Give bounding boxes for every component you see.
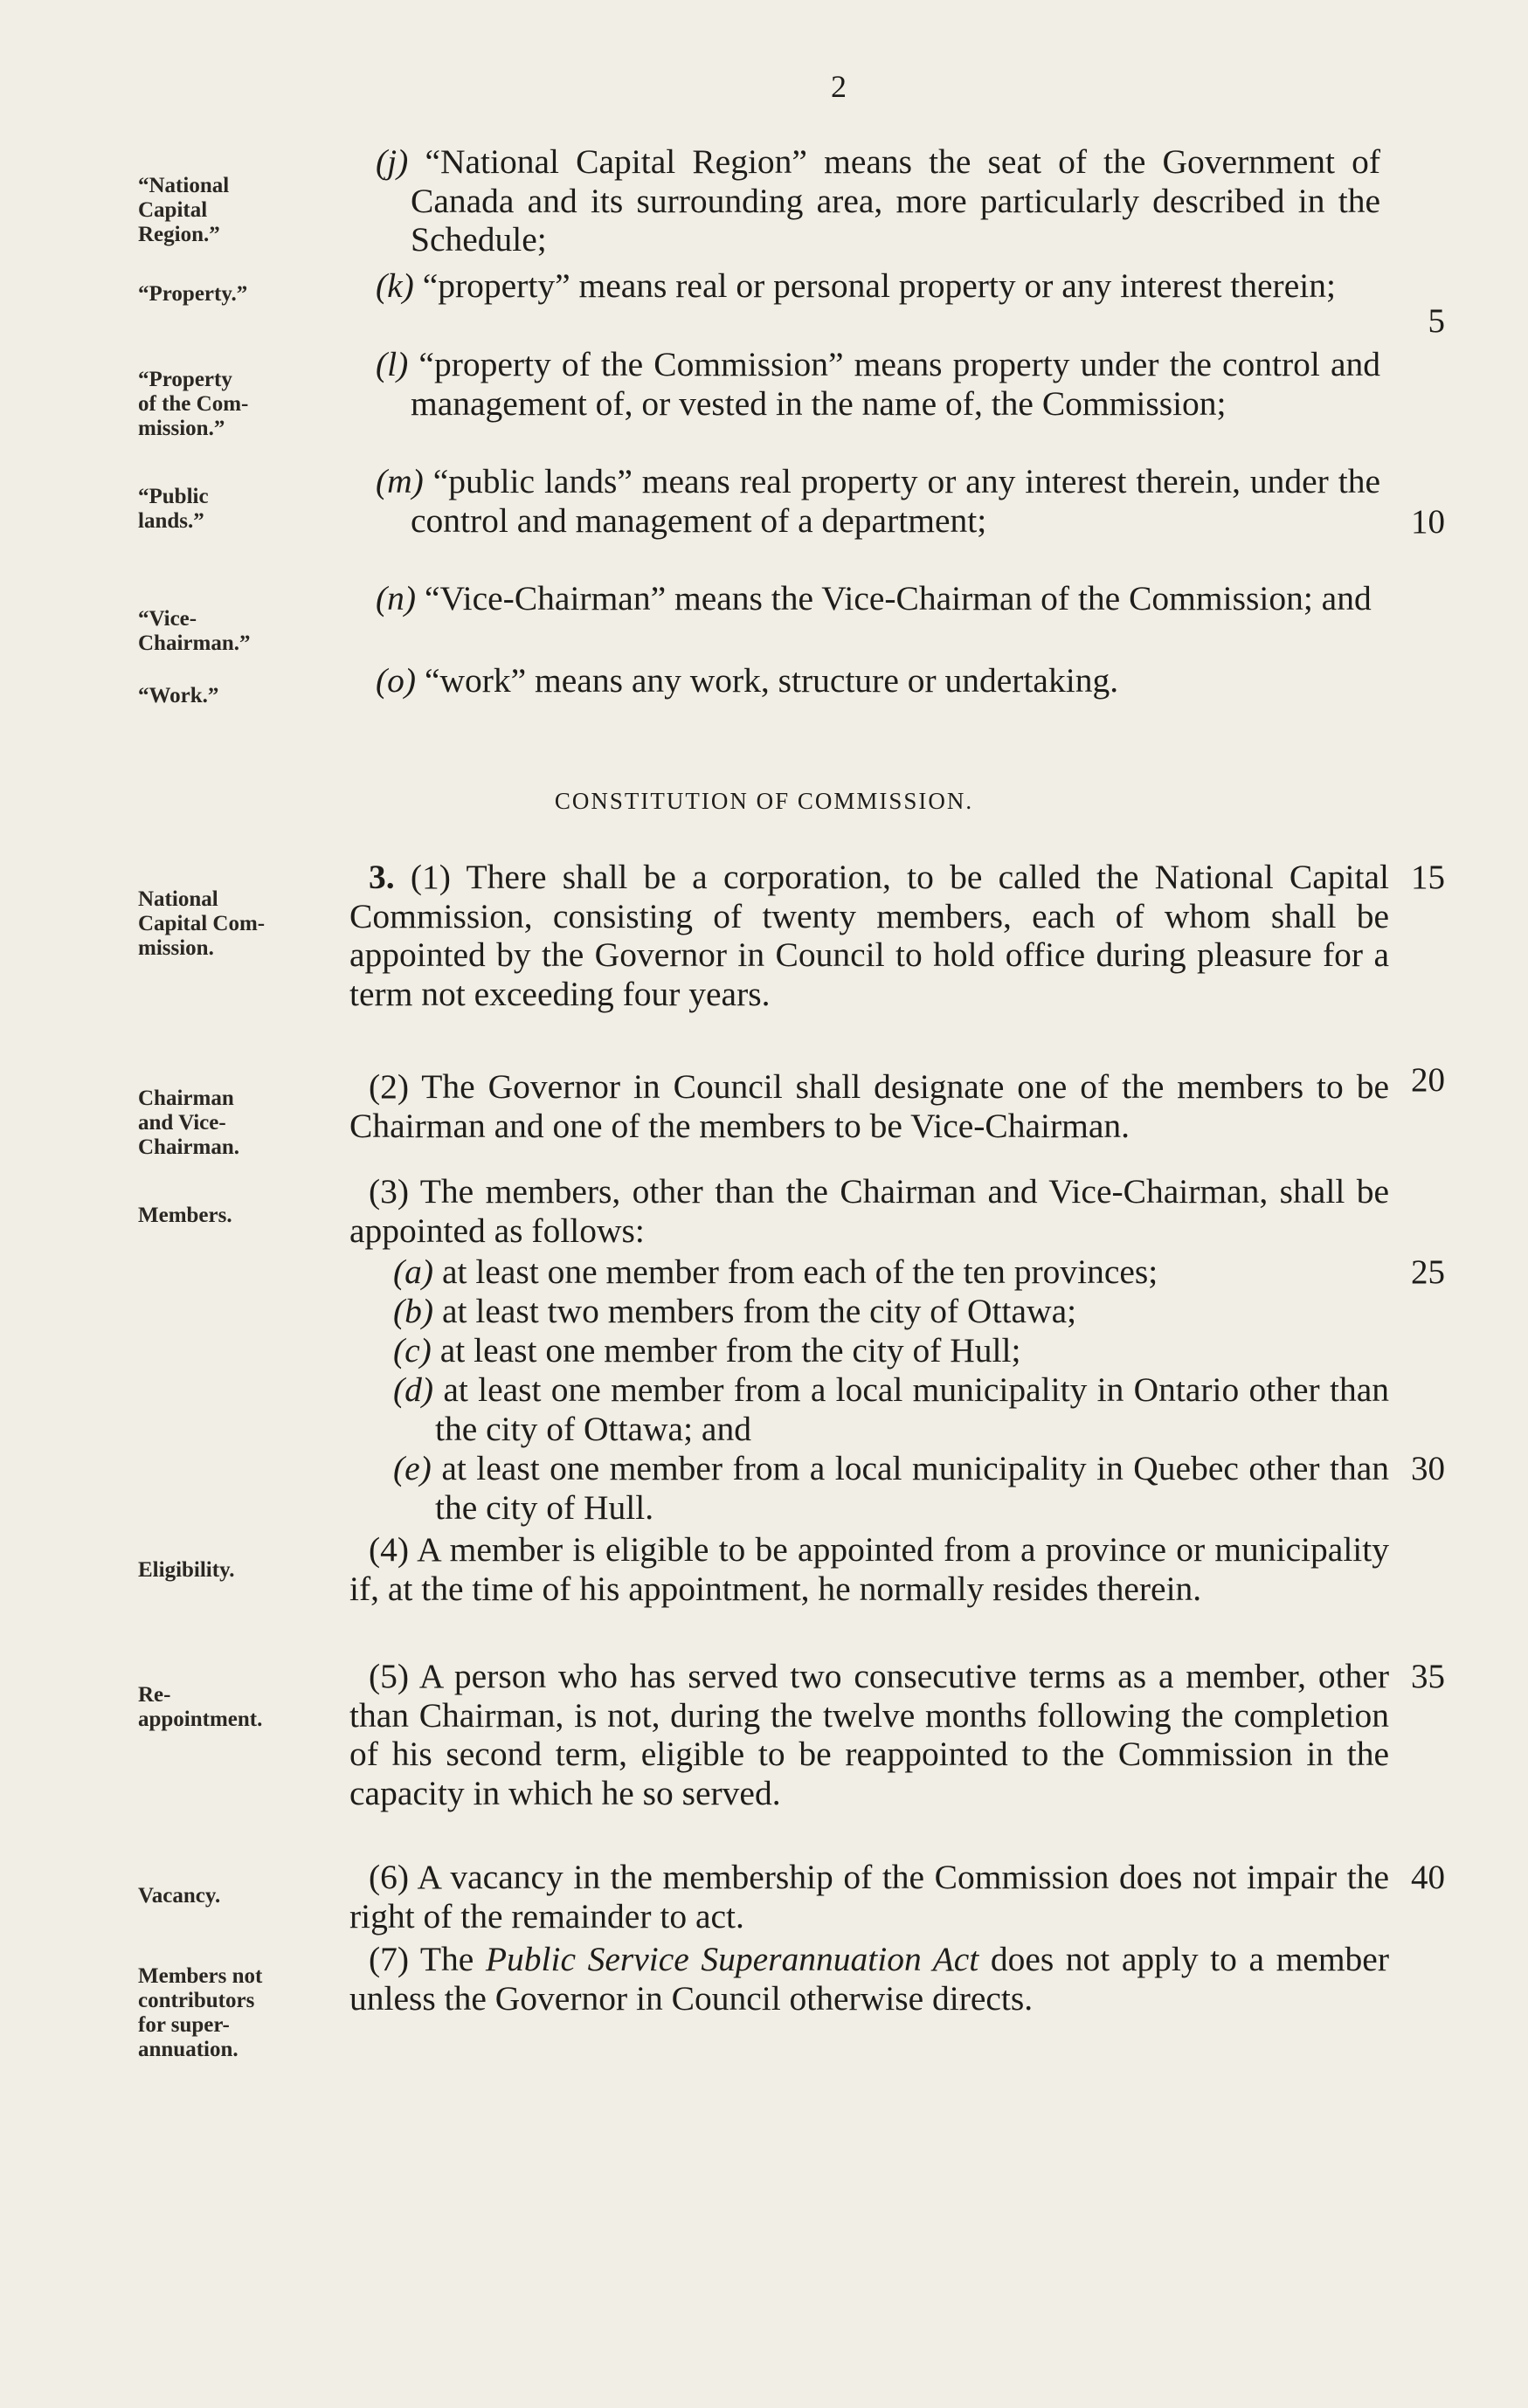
subsection-text: (2) The Governor in Council shall designate one of the members to be Chairman and one of the members to be Vice-Chairman. — [349, 1067, 1389, 1145]
subsection-text: (5) A person who has served two consecutive terms as a member, other than Chairman, is not, during the twelve months following the completion of his second term, eligible to be reappointed to the Commission in the capacity in which he so served. — [349, 1657, 1389, 1812]
clause-mark: (m) — [376, 462, 424, 500]
paragraph-text: at least two members from the city of Ottawa; — [441, 1292, 1077, 1330]
line-number: 5 — [1428, 302, 1445, 340]
line-number: 35 — [1411, 1658, 1445, 1695]
paragraph-mark: (a) — [393, 1252, 434, 1291]
line-number: 30 — [1411, 1450, 1445, 1487]
marginal-note: “Public lands.” — [138, 485, 209, 533]
line-number: 20 — [1411, 1061, 1445, 1099]
marginal-note: “Property.” — [138, 282, 248, 306]
paragraph-text: at least one member from each of the ten provinces; — [441, 1252, 1158, 1291]
clause-mark: (k) — [376, 266, 414, 305]
line-number: 40 — [1411, 1859, 1445, 1896]
clause-mark: (j) — [376, 142, 409, 181]
line-number: 15 — [1411, 859, 1445, 896]
definition-text: “property” means real or personal property or any interest therein; — [422, 266, 1336, 305]
definition-text: “National Capital Region” means the seat of the Government of Canada and its surrounding area, more particularly described in the Schedule; — [411, 142, 1380, 259]
subsection-text: (3) The members, other than the Chairman and Vice-Chairman, shall be appointed as follows: — [349, 1172, 1389, 1250]
page-number: 2 — [831, 69, 847, 104]
act-title: Public Service Superannuation Act — [485, 1940, 979, 1978]
section-number: 3. — [369, 858, 395, 896]
line-number: 10 — [1411, 503, 1445, 541]
paragraph-mark: (c) — [393, 1331, 432, 1370]
marginal-note: Members. — [138, 1204, 232, 1227]
marginal-note: “Property of the Com- mission.” — [138, 368, 249, 440]
marginal-note: Chairman and Vice- Chairman. — [138, 1087, 239, 1159]
paragraph-mark: (e) — [393, 1449, 432, 1487]
section-heading: CONSTITUTION OF COMMISSION. — [554, 788, 974, 814]
definition-text: “property of the Commission” means property under the control and management of, or vested in the name of, the Commission; — [411, 345, 1380, 423]
marginal-note: “Work.” — [138, 684, 219, 707]
clause-mark: (l) — [376, 345, 409, 383]
subsection-text-continued: does not apply to a member unless the Governor in Council otherwise directs. — [349, 1940, 1389, 2018]
paragraph-mark: (b) — [393, 1292, 434, 1330]
definition-text: “Vice-Chairman” means the Vice-Chairman of the Commission; and — [424, 579, 1372, 618]
paragraph-text: at least one member from a local municipality in Ontario other than the city of Ottawa; and — [435, 1370, 1389, 1448]
subsection-text: (1) There shall be a corporation, to be called the National Capital Commission, consisting of twenty members, each of whom shall be appointed by the Governor in Council to hold office during pleasure for a term not exceeding four years. — [349, 858, 1389, 1013]
paragraph-text: at least one member from a local municipality in Quebec other than the city of Hull. — [435, 1449, 1390, 1527]
subsection-text: (7) The — [369, 1940, 474, 1978]
paragraph-text: at least one member from the city of Hull; — [439, 1331, 1021, 1370]
marginal-note: Eligibility. — [138, 1558, 235, 1582]
definition-text: “work” means any work, structure or undertaking. — [424, 661, 1119, 700]
marginal-note: “Vice- Chairman.” — [138, 607, 251, 655]
clause-mark: (o) — [376, 661, 417, 700]
marginal-note: “National Capital Region.” — [138, 174, 230, 246]
definition-text: “public lands” means real property or any interest therein, under the control and management of a department; — [411, 462, 1380, 540]
subsection-text: (6) A vacancy in the membership of the Commission does not impair the right of the remainder to act. — [349, 1858, 1389, 1935]
marginal-note: National Capital Com- mission. — [138, 887, 266, 960]
marginal-note: Re- appointment. — [138, 1683, 263, 1731]
subsection-text: (4) A member is eligible to be appointed from a province or municipality if, at the time of his appointment, he normally resides therein. — [349, 1530, 1389, 1608]
marginal-note: Vacancy. — [138, 1884, 221, 1908]
clause-mark: (n) — [376, 579, 417, 618]
paragraph-mark: (d) — [393, 1370, 434, 1409]
marginal-note: Members not contributors for super- annuation. — [138, 1964, 263, 2061]
line-number: 25 — [1411, 1253, 1445, 1291]
